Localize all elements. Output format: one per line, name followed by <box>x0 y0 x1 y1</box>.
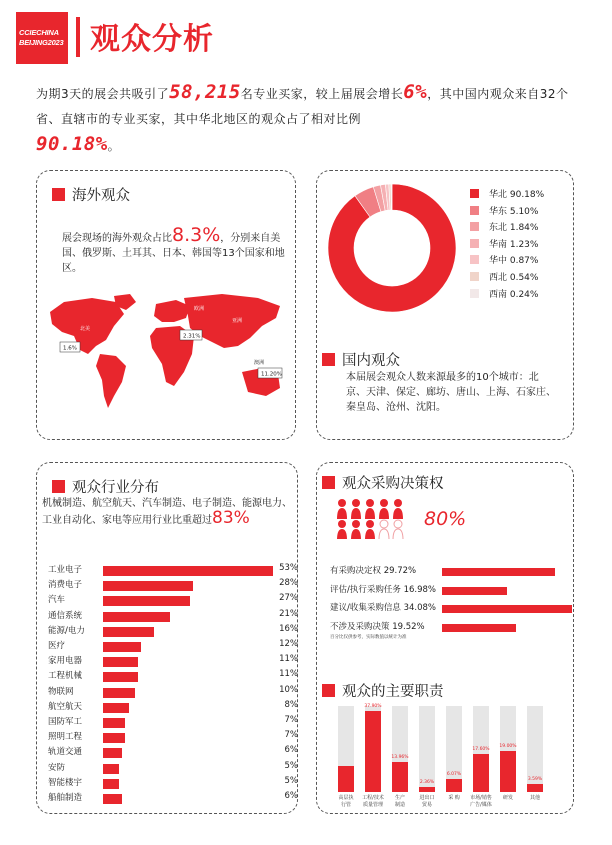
legend-label: 西北 0.54% <box>489 273 539 283</box>
role-column <box>419 706 435 808</box>
industry-label: 家用电器 <box>48 656 83 667</box>
role-column <box>470 706 492 808</box>
industry-bar <box>103 581 193 591</box>
role-value: 6.07% <box>446 771 462 777</box>
industry-row <box>48 578 298 592</box>
industry-bar <box>103 794 122 804</box>
map-label-au: 澳洲 <box>254 360 265 366</box>
domestic-text: 本届展会观众人数来源最多的10个城市：北京、天津、保定、廊坊、唐山、上海、石家庄、秦皇岛、沧州、沈阳。 <box>346 372 556 413</box>
decision-label: 建议/收集采购信息 34.08% <box>330 603 436 613</box>
decision-bar <box>442 605 572 613</box>
legend-item-1 <box>470 204 538 217</box>
role-column <box>362 703 384 808</box>
overseas-text <box>62 224 287 276</box>
industry-value: 7% <box>284 715 298 725</box>
industry-value: 21% <box>279 608 298 619</box>
role-column <box>446 706 462 801</box>
heading-square-icon <box>52 188 65 201</box>
industry-label: 智能楼宇 <box>48 777 83 788</box>
legend-swatch <box>470 289 479 298</box>
legend-label: 华中 0.87% <box>489 256 539 267</box>
industry-bar <box>103 703 129 713</box>
role-column <box>338 706 354 808</box>
industry-row <box>48 761 298 775</box>
industry-label: 安防 <box>48 762 66 773</box>
overseas-share: 8.3% <box>172 224 221 246</box>
map-value-na: 1.6% <box>63 345 77 352</box>
industry-label: 消费电子 <box>48 580 83 591</box>
role-label: 工程/技术 质量管理 <box>362 795 384 808</box>
role-value: 3.59% <box>527 777 543 783</box>
industry-label: 医疗 <box>48 641 66 651</box>
role-value: 37.90% <box>364 703 382 709</box>
role-value: 2.36% <box>419 779 435 785</box>
south-america-shape <box>96 354 126 408</box>
industry-bar <box>103 657 138 667</box>
person-icon <box>337 520 347 539</box>
overseas-heading-text: 海外观众 <box>72 188 130 204</box>
intro-paragraph <box>36 80 581 159</box>
map-value-as: 84.89% <box>210 353 231 359</box>
region-donut-chart <box>326 182 458 314</box>
north-share: 90.18% <box>36 133 108 155</box>
decision-label: 不涉及采购决策 19.52% <box>330 621 425 632</box>
europe-shape <box>154 300 190 322</box>
heading-square-icon <box>52 480 65 493</box>
role-value: 19.00% <box>499 744 517 750</box>
title-accent-bar <box>76 17 80 57</box>
industry-bar <box>103 718 125 728</box>
people-icons <box>336 497 408 539</box>
industry-label: 汽车 <box>48 595 66 606</box>
industry-heading <box>52 476 159 497</box>
role-bar <box>392 762 408 792</box>
legend-item-5 <box>470 270 538 283</box>
legend-item-2 <box>470 220 538 233</box>
industry-bar <box>103 779 119 789</box>
decision-label: 有采购决定权 29.72% <box>330 566 417 576</box>
role-bar <box>473 754 489 792</box>
decision-row <box>330 601 575 615</box>
industry-row <box>48 654 298 668</box>
industry-bar <box>103 733 125 743</box>
industry-row <box>48 593 298 607</box>
industry-value: 10% <box>279 684 298 695</box>
domestic-heading-text: 国内观众 <box>342 353 400 369</box>
industry-row <box>48 563 298 577</box>
legend-item-4 <box>470 253 538 266</box>
role-label: 采 购 <box>448 795 460 801</box>
legend-item-0 <box>470 187 544 200</box>
industry-row <box>48 669 298 683</box>
decision-note: 百分比仅供参考，实际数值以统计为准 <box>330 635 407 640</box>
industry-text <box>42 496 296 528</box>
industry-value: 11% <box>279 654 298 665</box>
industry-row <box>48 730 298 744</box>
industry-bar <box>103 764 119 774</box>
role-bar <box>527 784 543 792</box>
role-bar <box>446 779 462 792</box>
map-label-na: 北美 <box>80 326 91 332</box>
industry-value: 27% <box>279 593 298 604</box>
legend-label: 华北 90.18% <box>489 190 545 200</box>
industry-row <box>48 791 298 805</box>
industry-label: 国防军工 <box>48 717 83 727</box>
industry-row <box>48 715 298 729</box>
donut-slice-6 <box>391 184 392 210</box>
map-label-eu: 欧洲 <box>194 306 205 312</box>
role-bar <box>419 787 435 792</box>
industry-value: 5% <box>284 775 298 786</box>
industry-value: 12% <box>279 639 298 649</box>
industry-value: 11% <box>279 669 298 680</box>
map-value-eu: 2.31% <box>183 333 201 340</box>
legend-item-3 <box>470 237 538 250</box>
role-value: 13.96% <box>391 755 409 760</box>
roles-bar-chart <box>338 703 558 808</box>
industry-share: 83% <box>212 508 250 528</box>
growth-rate: 6% <box>403 81 428 103</box>
visitor-count: 58,215 <box>169 81 241 103</box>
role-label: 其他 <box>529 795 540 801</box>
role-label: 进出口 贸易 <box>419 795 435 808</box>
legend-swatch <box>470 222 479 231</box>
industry-label: 通信系统 <box>48 610 83 621</box>
legend-swatch <box>470 206 479 215</box>
person-icon <box>379 499 389 519</box>
role-label: 生产 制造 <box>394 795 405 808</box>
roles-heading <box>322 680 444 701</box>
legend-swatch <box>470 239 479 248</box>
role-bar <box>500 751 516 792</box>
logo-line-2: BEIJING2023 <box>19 38 64 47</box>
industry-row <box>48 639 298 653</box>
person-icon <box>365 520 375 539</box>
industry-bar <box>103 748 122 758</box>
industry-value: 5% <box>284 760 298 771</box>
person-icon <box>337 499 347 519</box>
industry-value: 6% <box>284 745 298 756</box>
map-label-as: 亚洲 <box>232 318 243 324</box>
decision-heading <box>322 472 444 493</box>
intro-part-3: ，其中国内观众来自32个省、直辖市的专业买家，其中华北地区的观众占了相对比例 <box>36 87 569 126</box>
industry-row <box>48 624 298 638</box>
role-column <box>527 706 543 801</box>
role-label: 研发 <box>502 795 513 801</box>
overseas-text-before: 展会现场的海外观众占比 <box>62 233 172 244</box>
heading-square-icon <box>322 684 335 697</box>
decision-bar <box>442 568 555 576</box>
legend-swatch <box>470 272 479 281</box>
roles-heading-text: 观众的主要职责 <box>342 684 444 700</box>
role-column <box>499 706 517 801</box>
overseas-text-after: ，分别来自美国、俄罗斯、土耳其、日本、韩国等13个国家和地区。 <box>62 233 285 274</box>
industry-label: 船舶制造 <box>48 793 83 803</box>
role-label: 高层执 行管 <box>338 795 354 808</box>
industry-value: 28% <box>279 578 298 589</box>
industry-row <box>48 700 298 714</box>
industry-bar <box>103 566 273 576</box>
domestic-heading <box>322 349 400 370</box>
industry-label: 物联网 <box>48 686 74 697</box>
industry-text-before: 机械制造、航空航天、汽车制造、电子制造、能源电力、工业自动化、家电等应用行业比重超过 <box>42 498 292 526</box>
person-icon <box>365 499 375 519</box>
industry-label: 工业电子 <box>48 565 83 575</box>
decision-row <box>330 620 575 634</box>
industry-bar <box>103 627 154 637</box>
intro-part-4: 。 <box>107 139 121 153</box>
legend-swatch <box>470 255 479 264</box>
industry-label: 能源/电力 <box>48 625 85 636</box>
industry-bar <box>103 596 190 606</box>
person-icon <box>379 520 389 539</box>
role-label: 市场/销售 广告/媒体 <box>470 795 492 808</box>
decision-heading-text: 观众采购决策权 <box>342 476 444 492</box>
industry-bar <box>103 688 135 698</box>
legend-label: 华南 1.23% <box>489 239 539 250</box>
legend-label: 东北 1.84% <box>489 223 539 234</box>
intro-part-2: 名专业买家，较上届展会增长 <box>240 87 404 101</box>
decision-row <box>330 583 575 597</box>
decision-row <box>330 564 575 578</box>
industry-label: 轨道交通 <box>48 747 83 758</box>
intro-part-1: 为期3天的展会共吸引了 <box>36 87 170 101</box>
event-logo <box>16 12 68 64</box>
role-bar <box>365 711 381 792</box>
role-value: 17.60% <box>472 747 490 753</box>
decision-bar <box>442 587 507 595</box>
decision-share: 80% <box>424 508 467 530</box>
page-title: 观众分析 <box>90 22 214 57</box>
decision-label: 评估/执行采购任务 16.98% <box>330 584 436 595</box>
overseas-heading <box>52 184 130 205</box>
industry-value: 8% <box>284 699 298 710</box>
decision-bar <box>442 624 516 632</box>
industry-bar <box>103 672 138 682</box>
industry-row <box>48 776 298 790</box>
legend-label: 华东 5.10% <box>489 206 539 217</box>
industry-value: 53% <box>279 563 298 573</box>
industry-row <box>48 745 298 759</box>
industry-value: 7% <box>284 730 298 741</box>
person-icon <box>351 520 361 539</box>
industry-row <box>48 609 298 623</box>
industry-label: 照明工程 <box>48 732 83 743</box>
legend-label: 西南 0.24% <box>489 289 539 300</box>
industry-value: 6% <box>284 791 298 801</box>
industry-label: 航空航天 <box>48 701 83 712</box>
industry-bar <box>103 612 170 622</box>
industry-label: 工程机械 <box>48 671 83 682</box>
legend-item-6 <box>470 287 538 300</box>
world-map <box>44 292 292 412</box>
heading-square-icon <box>322 476 335 489</box>
person-icon <box>351 499 361 519</box>
role-bar <box>338 766 354 792</box>
role-column <box>391 706 409 808</box>
industry-row <box>48 685 298 699</box>
legend-swatch <box>470 189 479 198</box>
person-icon <box>393 520 403 539</box>
person-icon <box>393 499 403 519</box>
industry-heading-text: 观众行业分布 <box>72 480 159 496</box>
logo-line-1: CCIECHINA <box>19 27 59 37</box>
industry-bar <box>103 642 141 652</box>
heading-square-icon <box>322 353 335 366</box>
industry-value: 16% <box>279 623 298 634</box>
map-value-au: 11.20% <box>261 371 282 378</box>
